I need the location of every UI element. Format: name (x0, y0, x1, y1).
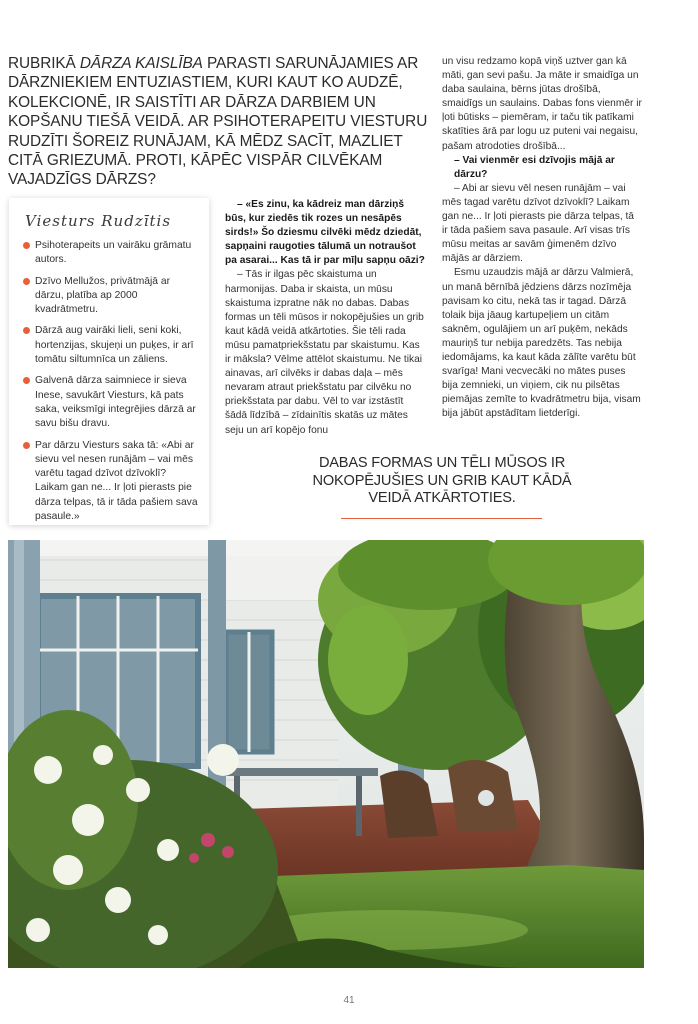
intro-lede: RUBRIKĀ DĀRZA KAISLĪBA PARASTI SARUNĀJAMIES AR DĀRZNIEKIEM ENTUZIASTIEM, KURI KAUT KO AUDZĒ, KOLEKCIONĒ, IR SAISTĪTI AR DĀRZA DARBIEM UN KOPŠANU TIEŠĀ VEIDĀ. AR PSIHOTERAPEITU VIESTURU RUDZĪTI ŠOREIZ RUNĀJAM, KĀ MĒDZ SACĪT, MAZLIET CITĀ GRIEZUMĀ. PROTI, KĀPĒC VISPĀR CILVĒKAM VAJADZĪGS DĀRZS? (8, 55, 428, 189)
bullet-dot-icon (23, 327, 30, 334)
sidebar-fact: Par dārzu Viesturs saka tā: «Abi ar sievu vel nesen runājām – vai mēs varētu tagad dzīvot dzīvoklī? Laikam gan ne... Ir ļoti pierasts pie dārza telpas, tā ir tāda pašiem sava pasaule.» (23, 439, 199, 525)
pull-quote: DABAS FORMAS UN TĒLI MŪSOS IR NOKOPĒJUŠIES UN GRIB KAUT KĀDĀ VEIDĀ ATKĀRTOTIES. (312, 455, 572, 507)
sidebar-name: Viesturs Rudzītis (25, 212, 172, 230)
body-paragraph: Esmu uzaudzis mājā ar dārzu Valmierā, un manā bērnībā jēdziens dārzs nozīmēja pavisam ko citu, nekā tas ir tagad. Dārzā tolaik bija jāaug kartupeļiem un citām saknēm, ogulājiem un arī puķēm, nekāds mauriņš tur nebija paredzēts. Tas nebija iedomājams, ka kaut kāda zālīte varētu būt svarīga! Mani vecvecāki no mātes puses bija zemnieki, un viņiem, cik nu pilsētas piemājas zemīte to kvadrātmetru bija, visam bija jābūt apstādītam lietderīgi. (442, 267, 641, 420)
sidebar-fact: Dzīvo Mellužos, privātmājā ar dārzu, platība ap 2000 kvadrātmetru. (23, 275, 199, 318)
body-paragraph: – Abi ar sievu vēl nesen runājām – vai mēs tagad varētu dzīvot dzīvoklī? Laikam gan ne... Ir ļoti pierasts pie dārza telpas, tā ir tāda pašiem sava pasaule. Arī visas trīs mūsu meitas ar savām ģimenēm dzīvo mājās ar dārziem. (442, 182, 634, 265)
sidebar-fact: Dārzā aug vairāki lieli, seni koki, hortenzijas, skujeņi un puķes, ir arī tomātu siltumnīca un zāliens. (23, 324, 199, 367)
bullet-dot-icon (23, 278, 30, 285)
interview-question: – «Es zinu, ka kādreiz man dārziņš būs, kur ziedēs tik rozes un nesāpēs sirds!» Šo dziesmu cilvēki mēdz dziedāt, sapņaini raugoties tālumā un notraušot pa asarai... Kas tā ir par mīļu sapņu oāzi? (225, 199, 425, 267)
bullet-dot-icon (23, 442, 30, 449)
rubric-name: DĀRZA KAISLĪBA (79, 55, 203, 72)
profile-sidebar (9, 198, 209, 525)
article-column-right (442, 55, 642, 421)
pull-quote-rule (341, 518, 542, 519)
page-number: 41 (343, 995, 355, 1006)
bullet-dot-icon (23, 242, 30, 249)
body-paragraph: – Tās ir ilgas pēc skaistuma un harmonijas. Daba ir skaista, un mūsu skaistuma izpratne nāk no dabas. Dabas formas un tēli mūsos ir nokopējušies un grib kaut kādā veidā atkārtoties. Šie tēli rada mūsu pamatpriekšstatu par skaistumu. Kas ir māksla? Vēlme attēlot skaistumu. Ne tikai ainavas, arī cilvēks ir dabas daļa – mēs nevaram atraut priekšstatu par cilvēku no priekšstata par dabu. Vēl to var izstāstīt šādā līdzībā – zīdainītis skatās uz mātes seju un arī kopējo fonu (225, 269, 424, 436)
sidebar-fact: Galvenā dārza saimniece ir sieva Inese, savukārt Viesturs, kā pats saka, veiksmīgi integrējies dārzā ar savu bišu dravu. (23, 374, 199, 431)
sidebar-fact: Psihoterapeits un vairāku grāmatu autors. (23, 239, 199, 268)
article-column-middle (225, 198, 427, 438)
garden-photo (8, 540, 644, 968)
body-paragraph: un visu redzamo kopā viņš uztver gan kā māti, gan sevi pašu. Ja māte ir smaidīga un daba saulaina, bērns jūtas drošībā, smaidīgs un saulains. Dabas fons vienmēr ir ļoti būtisks – piemēram, ir taču tik patīkami skatīties ārā par logu uz puteni vai negaisu, pašam atrodoties drošībā... (442, 56, 642, 152)
bullet-dot-icon (23, 377, 30, 384)
interview-question: – Vai vienmēr esi dzīvojis mājā ar dārzu? (454, 154, 615, 180)
